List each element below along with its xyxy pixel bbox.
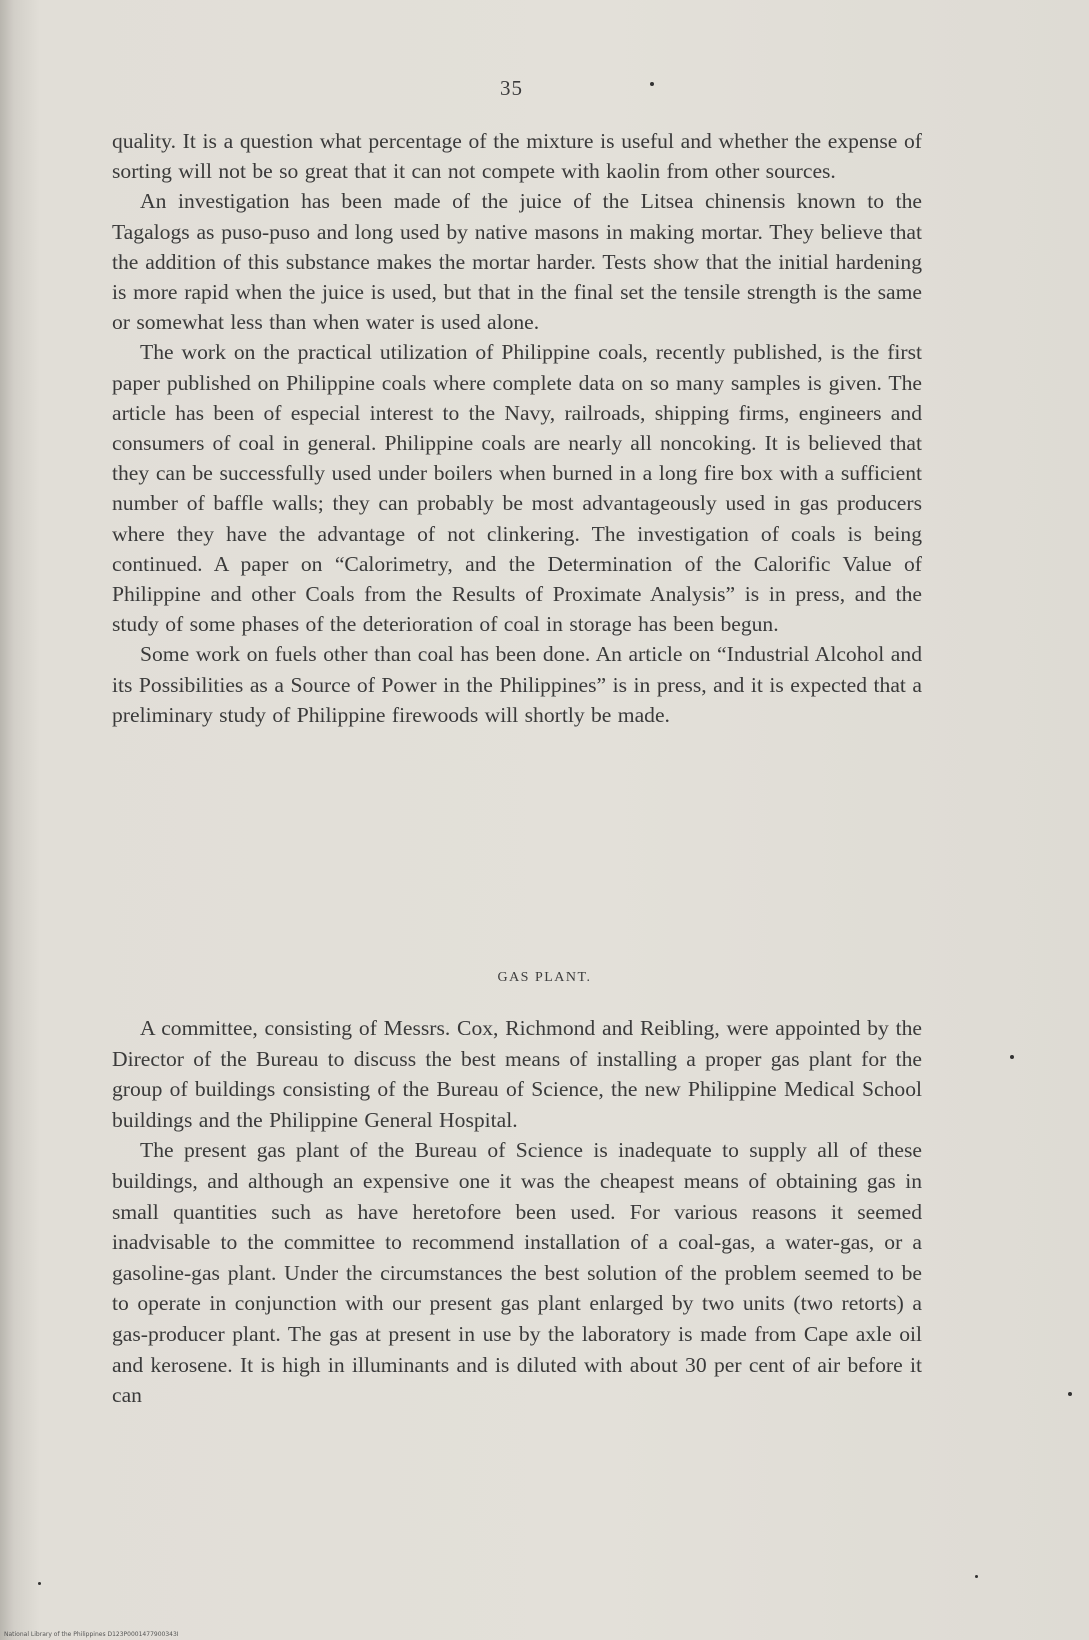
paragraph-1: quality. It is a question what percentage of the mixture is useful and whether the expense of sorting will not be so great that it can not compete with kaolin from other sources. (112, 129, 922, 184)
page-number: 35 (500, 76, 523, 100)
main-text-block (112, 126, 922, 730)
section-paragraph-1: A committee, consisting of Messrs. Cox, Richmond and Reibling, were appointed by the Director of the Bureau to discuss the best means of installing a proper gas plant for the group of buildings consisting of the Bureau of Science, the new Philippine Medical School buildings and the Philippine General Hospital. (112, 1016, 922, 1132)
ink-speck (1068, 1392, 1072, 1396)
paragraph-4: Some work on fuels other than coal has been done. An article on “Industrial Alcohol and its Possibilities as a Source of Power in the Philippines” is in press, and it is expected that a preliminary study of Philippine firewoods will shortly be made. (112, 642, 922, 727)
paragraph-2: An investigation has been made of the juice of the Litsea chinensis known to the Tagalogs as puso-puso and long used by native masons in making mortar. They believe that the addition of this substance makes the mortar harder. Tests show that the initial hardening is more rapid when the juice is used, but that in the final set the tensile strength is the same or somewhat less than when water is used alone. (112, 189, 922, 335)
ink-speck (38, 1582, 41, 1585)
archive-stamp: National Library of the Philippines D123P0001477900343I (4, 1631, 179, 1638)
ink-speck (975, 1575, 978, 1578)
ink-speck (650, 82, 654, 86)
paragraph-3: The work on the practical utilization of Philippine coals, recently published, is the first paper published on Philippine coals where complete data on so many samples is given. The article has been of especial interest to the Navy, railroads, shipping firms, engineers and consumers of coal in general. Philippine coals are nearly all noncoking. It is believed that they can be successfully used under boilers when burned in a long fire box with a sufficient number of baffle walls; they can probably be most advantageously used in gas producers where they have the advantage of not clinkering. The investigation of coals is being continued. A paper on “Calorimetry, and the Determination of the Calorific Value of Philippine and other Coals from the Results of Proximate Analysis” is in press, and the study of some phases of the deterioration of coal in storage has been begun. (112, 340, 922, 637)
section-paragraph-2: The present gas plant of the Bureau of Science is inadequate to supply all of these buildings, and although an expensive one it was the cheapest means of obtaining gas in small quantities such as have heretofore been used. For various reasons it seemed inadvisable to the committee to recommend installation of a coal-gas, a water-gas, or a gasoline-gas plant. Under the circumstances the best solution of the problem seemed to be to operate in conjunction with our present gas plant enlarged by two units (two retorts) a gas-producer plant. The gas at present in use by the laboratory is made from Cape axle oil and kerosene. It is high in illuminants and is diluted with about 30 per cent of air before it can (112, 1138, 922, 1408)
ink-speck (1010, 1055, 1014, 1059)
section-heading: GAS PLANT. (497, 970, 592, 985)
section-text-block (112, 1013, 922, 1411)
